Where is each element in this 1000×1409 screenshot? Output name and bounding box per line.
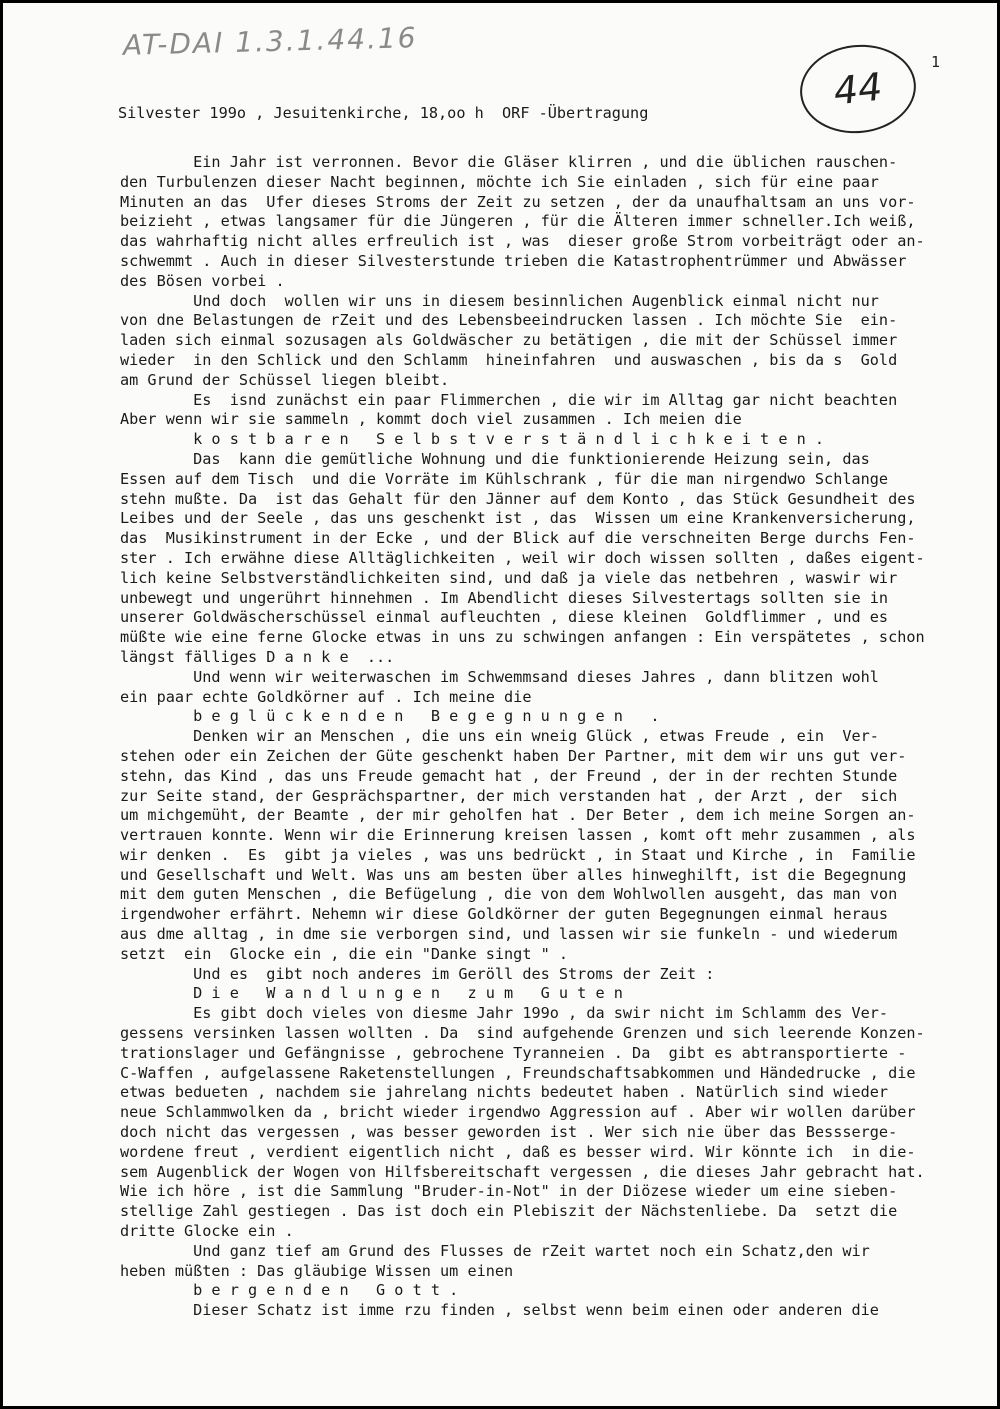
text-line: ein paar echte Goldkörner auf . Ich meine die — [120, 687, 532, 706]
text-line: beizieht , etwas langsamer für die Jüngeren , für die Älteren immer schneller.Ich weiß, — [120, 212, 916, 231]
text-line: irgendwoher erfährt. Nehemn wir diese Goldkörner der guten Begegnungen einmal heraus — [120, 905, 889, 924]
text-line: von dne Belastungen de rZeit und des Lebensbeeindrucken lassen . Ich möchte Sie ein- — [120, 311, 898, 330]
text-line: Und es gibt noch anderes im Geröll des Stroms der Zeit : — [120, 964, 715, 983]
text-line: unserer Goldwäscherschüssel einmal aufleuchten , diese kleinen Goldflimmer , und es — [120, 608, 889, 627]
text-line: wieder in den Schlick und den Schlamm hineinfahren und auswaschen , bis da s Gold — [120, 350, 898, 369]
text-line: k o s t b a r e n S e l b s t v e r s t ä n d l i c h k e i t e n . — [120, 430, 825, 449]
text-line: neue Schlammwolken da , bricht wieder irgendwo Aggression auf . Aber wir wollen darüber — [120, 1103, 916, 1122]
text-line: längst fälliges D a n k e ... — [120, 647, 395, 666]
text-line: stehn mußte. Da ist das Gehalt für den Jänner auf dem Konto , das Stück Gesundheit des — [120, 489, 916, 508]
circled-number: 44 — [831, 64, 885, 114]
text-line: ster . Ich erwähne diese Alltäglichkeiten , weil wir doch wissen sollten , daßes eigent- — [120, 548, 925, 567]
text-line: trationslager und Gefängnisse , gebrochene Tyranneien . Da gibt es abtransportierte - — [120, 1043, 907, 1062]
text-line: des Bösen vorbei . — [120, 271, 285, 290]
text-line: Leibes und der Seele , das uns geschenkt ist , das Wissen um eine Krankenversicherung, — [120, 509, 916, 528]
text-line: Aber wenn wir sie sammeln , kommt doch viel zusammen . Ich meien die — [120, 410, 742, 429]
text-line: Denken wir an Menschen , die uns ein wneig Glück , etwas Freude , ein Ver- — [120, 727, 879, 746]
text-line: Essen auf dem Tisch und die Vorräte im Kühlschrank , für die man nirgendwo Schlange — [120, 469, 889, 488]
text-line: wir denken . Es gibt ja vieles , was uns bedrückt , in Staat und Kirche , in Familie — [120, 845, 916, 864]
text-line: dritte Glocke ein . — [120, 1222, 294, 1241]
text-line: D i e W a n d l u n g e n z u m G u t e n — [120, 984, 623, 1003]
text-line: das wahrhaftig nicht alles erfreulich ist , was dieser große Strom vorbeiträgt oder an- — [120, 232, 925, 251]
text-line: um michgemüht, der Beamte , der mir geholfen hat . Der Beter , dem ich meine Sorgen an- — [120, 806, 916, 825]
text-line: laden sich einmal sozusagen als Goldwäscher zu betätigen , die mit der Schüssel immer — [120, 331, 898, 350]
page-number: 1 — [931, 53, 941, 71]
text-line: setzt ein Glocke ein , die ein "Danke singt " . — [120, 944, 569, 963]
text-line: heben müßten : Das gläubige Wissen um einen — [120, 1261, 514, 1280]
archive-reference: AT-DAI 1.3.1.44.16 — [122, 21, 418, 62]
text-line: vertrauen konnte. Wenn wir die Erinnerung kreisen lassen , komt oft mehr zusammen , als — [120, 826, 916, 845]
text-line: Dieser Schatz ist imme rzu finden , selbst wenn beim einen oder anderen die — [120, 1301, 879, 1320]
document-body — [120, 153, 997, 1321]
text-line: stellige Zahl gestiegen . Das ist doch ein Plebiszit der Nächstenliebe. Da setzt die — [120, 1202, 898, 1221]
text-line: stehn, das Kind , das uns Freude gemacht hat , der Freund , der in der rechten Stunde — [120, 766, 898, 785]
text-line: Es gibt doch vieles von diesme Jahr 199o , da swir nicht im Schlamm des Ver- — [120, 1004, 889, 1023]
text-line: stehen oder ein Zeichen der Güte geschenkt haben Der Partner, mit dem wir uns gut ver- — [120, 746, 907, 765]
text-line: Es isnd zunächst ein paar Flimmerchen , die wir im Alltag gar nicht beachten — [120, 390, 898, 409]
text-line: Das kann die gemütliche Wohnung und die funktionierende Heizung sein, das — [120, 449, 870, 468]
text-line: müßte wie eine ferne Glocke etwas in uns zu schwingen anfangen : Ein verspätetes , schon — [120, 628, 925, 647]
text-line: den Turbulenzen dieser Nacht beginnen, möchte ich Sie einladen , sich für eine paar — [120, 172, 879, 191]
document-heading: Silvester 199o , Jesuitenkirche, 18,oo h ORF -Übertragung — [118, 104, 649, 122]
text-line: sem Augenblick der Wogen von Hilfsbereitschaft vergessen , die dieses Jahr gebracht hat. — [120, 1162, 925, 1181]
text-line: Und ganz tief am Grund des Flusses de rZeit wartet noch ein Schatz,den wir — [120, 1241, 870, 1260]
text-line: Und doch wollen wir uns in diesem besinnlichen Augenblick einmal nicht nur — [120, 291, 879, 310]
text-line: unbewegt und ungerührt hinnehmen . Im Abendlicht dieses Silvestertags sollten sie in — [120, 588, 889, 607]
text-line: Und wenn wir weiterwaschen im Schwemmsand dieses Jahres , dann blitzen wohl — [120, 667, 879, 686]
text-line: schwemmt . Auch in dieser Silvesterstunde trieben die Katastrophentrümmer und Abwässer — [120, 251, 907, 270]
text-line: Wie ich höre , ist die Sammlung "Bruder-in-Not" in der Diözese wieder um eine sieben- — [120, 1182, 898, 1201]
document-page — [3, 3, 997, 1406]
text-line: das Musikinstrument in der Ecke , und der Blick auf die verschneiten Berge durchs Fen- — [120, 529, 916, 548]
text-line: aus dme alltag , in dme sie verborgen sind, und lassen wir sie funkeln - und wiederum — [120, 925, 898, 944]
text-line: wordene freut , verdient eigentlich nicht , daß es besser wird. Wir könnte ich in die- — [120, 1142, 916, 1161]
text-line: Minuten an das Ufer dieses Stroms der Zeit zu setzen , der da unaufhaltsam an uns vor- — [120, 192, 916, 211]
text-line: mit dem guten Menschen , die Befügelung , die von dem Wohlwollen ausgeht, das man von — [120, 885, 898, 904]
text-line: und Gesellschaft und Welt. Was uns am besten über alles hinweghilft, ist die Begegnung — [120, 865, 907, 884]
text-line: b e r g e n d e n G o t t . — [120, 1281, 459, 1300]
text-line: gessens versinken lassen wollten . Da sind aufgehende Grenzen und sich leerende Konzen- — [120, 1024, 925, 1043]
text-line: C-Waffen , aufgelassene Raketenstellungen , Freundschaftsabkommen und Händedrucke , die — [120, 1063, 916, 1082]
circled-page-stamp — [796, 39, 921, 139]
text-line: zur Seite stand, der Gesprächspartner, der mich verstanden hat , der Arzt , der sich — [120, 786, 898, 805]
text-line: b e g l ü c k e n d e n B e g e g n u n g e n . — [120, 707, 660, 726]
text-line: lich keine Selbstverständlichkeiten sind, und daß ja viele das netbehren , waswir wir — [120, 568, 898, 587]
text-line: etwas bedueten , nachdem sie jahrelang nichts bedeutet haben . Natürlich sind wieder — [120, 1083, 889, 1102]
text-line: Ein Jahr ist verronnen. Bevor die Gläser klirren , und die üblichen rauschen- — [120, 153, 898, 171]
text-line: am Grund der Schüssel liegen bleibt. — [120, 370, 450, 389]
text-line: doch nicht das vergessen , was besser geworden ist . Wer sich nie über das Bessserge- — [120, 1123, 898, 1142]
